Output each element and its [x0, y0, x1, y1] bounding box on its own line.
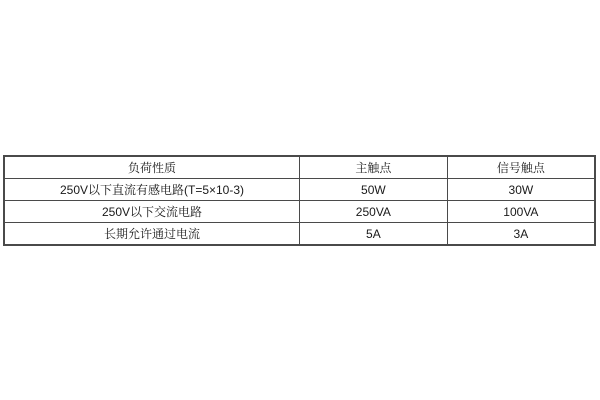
cell-load-nature: 250V以下直流有感电路(T=5×10-3) — [4, 179, 300, 201]
column-header-signal-contact: 信号触点 — [447, 156, 595, 179]
cell-main-contact: 50W — [300, 179, 448, 201]
cell-load-nature: 长期允许通过电流 — [4, 223, 300, 246]
table-row — [4, 179, 595, 201]
cell-signal-contact: 30W — [447, 179, 595, 201]
spec-table — [3, 155, 596, 246]
cell-main-contact: 250VA — [300, 201, 448, 223]
cell-main-contact: 5A — [300, 223, 448, 246]
table-row — [4, 201, 595, 223]
column-header-load-nature: 负荷性质 — [4, 156, 300, 179]
table-header-row — [4, 156, 595, 179]
cell-load-nature: 250V以下交流电路 — [4, 201, 300, 223]
table-row — [4, 223, 595, 246]
cell-signal-contact: 100VA — [447, 201, 595, 223]
cell-signal-contact: 3A — [447, 223, 595, 246]
column-header-main-contact: 主触点 — [300, 156, 448, 179]
